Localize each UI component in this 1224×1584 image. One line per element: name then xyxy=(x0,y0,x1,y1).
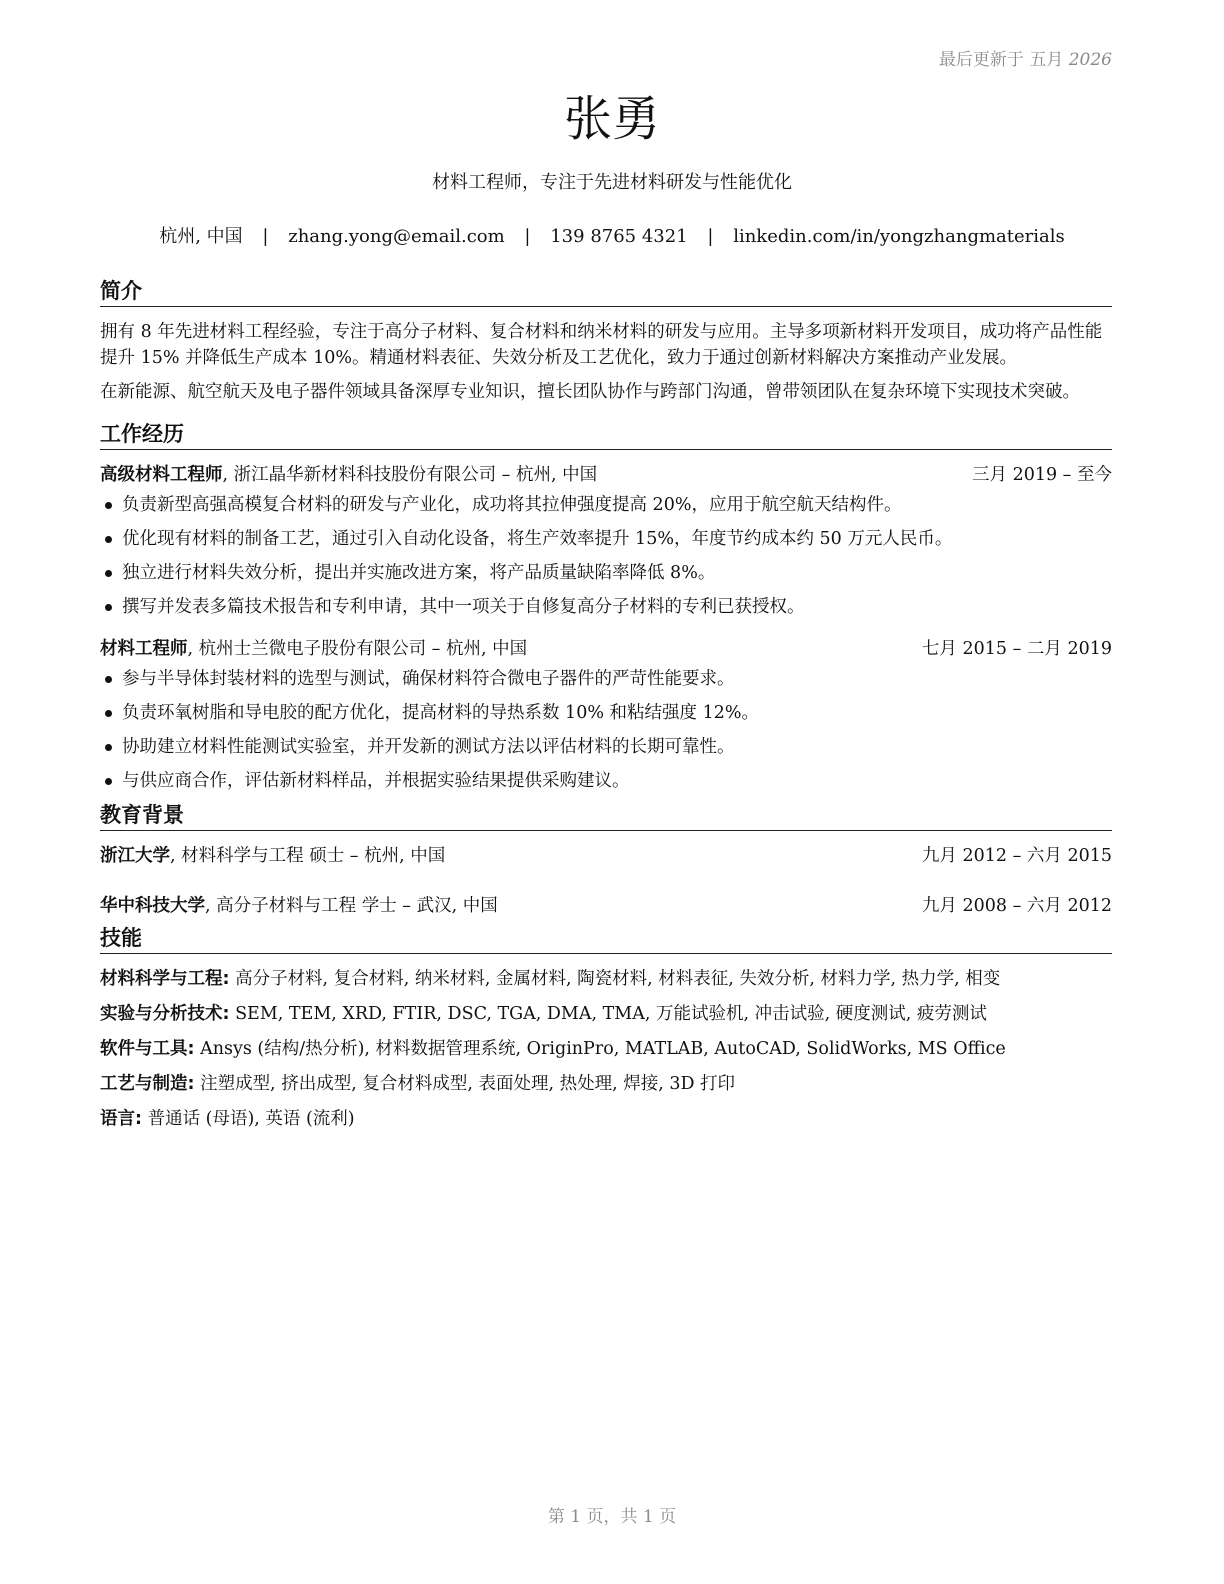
job-dates: 三月 2019 – 至今 xyxy=(972,465,1112,485)
experience-section xyxy=(100,421,1112,794)
skill-label: 工艺与制造: xyxy=(100,1074,195,1094)
headline: 材料工程师，专注于先进材料研发与性能优化 xyxy=(432,172,792,193)
job-header xyxy=(100,636,1112,662)
summary-paragraph: 拥有 8 年先进材料工程经验，专注于高分子材料、复合材料和纳米材料的研发与应用。主导多项新材料开发项目，成功将产品性能提升 15% 并降低生产成本 10%。精通材料表征、失效分析及工艺优化，致力于通过创新材料解决方案推动产业发展。 xyxy=(100,322,1103,368)
education-school: 华中科技大学 xyxy=(100,896,205,916)
education-dates: 九月 2008 – 六月 2012 xyxy=(921,896,1112,916)
job-entry xyxy=(100,636,1112,794)
skill-row xyxy=(100,1001,1112,1027)
skill-value: 注塑成型, 挤出成型, 复合材料成型, 表面处理, 热处理, 焊接, 3D 打印 xyxy=(194,1074,736,1094)
education-entry xyxy=(100,893,1112,919)
job-bullet: 负责新型高强高模复合材料的研发与产业化，成功将其拉伸强度提高 20%，应用于航空航天结构件。 xyxy=(100,492,1112,518)
education-school-degree xyxy=(100,843,445,869)
job-bullet: 与供应商合作，评估新材料样品，并根据实验结果提供采购建议。 xyxy=(100,768,1112,794)
job-bullet: 参与半导体封装材料的选型与测试，确保材料符合微电子器件的严苛性能要求。 xyxy=(100,666,1112,692)
job-title-company xyxy=(100,462,597,488)
job-bullet: 优化现有材料的制备工艺，通过引入自动化设备，将生产效率提升 15%，年度节约成本约 50 万元人民币。 xyxy=(100,526,1112,552)
skill-row xyxy=(100,966,1112,992)
summary-section xyxy=(100,278,1112,405)
job-header xyxy=(100,462,1112,488)
education-detail: , 材料科学与工程 硕士 – 杭州, 中国 xyxy=(170,846,446,866)
skill-row xyxy=(100,1036,1112,1062)
job-company: , 杭州士兰微电子股份有限公司 – 杭州, 中国 xyxy=(187,639,528,659)
contact-phone: 139 8765 4321 xyxy=(550,226,688,247)
job-role: 材料工程师 xyxy=(100,639,188,659)
skill-value: 高分子材料, 复合材料, 纳米材料, 金属材料, 陶瓷材料, 材料表征, 失效分析, 材料力学, 热力学, 相变 xyxy=(229,969,1001,989)
education-entry xyxy=(100,843,1112,869)
skill-value: SEM, TEM, XRD, FTIR, DSC, TGA, DMA, TMA, 万能试验机, 冲击试验, 硬度测试, 疲劳测试 xyxy=(229,1004,987,1024)
page-footer: 第 1 页，共 1 页 xyxy=(547,1507,677,1527)
contact-location: 杭州, 中国 xyxy=(159,226,243,247)
job-bullets xyxy=(100,666,1112,794)
job-role: 高级材料工程师 xyxy=(100,465,223,485)
contact-line xyxy=(0,224,1224,250)
contact-email[interactable]: zhang.yong@email.com xyxy=(288,226,505,247)
education-detail: , 高分子材料与工程 学士 – 武汉, 中国 xyxy=(205,896,498,916)
last-updated-year: 2026 xyxy=(1068,50,1112,70)
job-bullet: 独立进行材料失效分析，提出并实施改进方案，将产品质量缺陷率降低 8%。 xyxy=(100,560,1112,586)
education-section xyxy=(100,802,1112,919)
job-dates: 七月 2015 – 二月 2019 xyxy=(921,639,1112,659)
skill-label: 语言: xyxy=(100,1109,142,1129)
section-title-experience: 工作经历 xyxy=(100,421,1112,450)
skill-row xyxy=(100,1071,1112,1097)
skills-section xyxy=(100,925,1112,1132)
person-name: 张勇 xyxy=(563,91,660,147)
summary-paragraph: 在新能源、航空航天及电子器件领域具备深厚专业知识，擅长团队协作与跨部门沟通，曾带领团队在复杂环境下实现技术突破。 xyxy=(100,382,1080,402)
job-entry xyxy=(100,462,1112,620)
contact-separator: | xyxy=(524,226,531,247)
job-title-company xyxy=(100,636,527,662)
contact-separator: | xyxy=(262,226,269,247)
skill-value: 普通话 (母语), 英语 (流利) xyxy=(142,1109,355,1129)
skill-value: Ansys (结构/热分析), 材料数据管理系统, OriginPro, MATLAB, AutoCAD, SolidWorks, MS Office xyxy=(194,1039,1006,1059)
job-bullet: 负责环氧树脂和导电胶的配方优化，提高材料的导热系数 10% 和粘结强度 12%。 xyxy=(100,700,1112,726)
resume-body xyxy=(100,278,1112,1141)
skill-label: 材料科学与工程: xyxy=(100,969,230,989)
contact-separator: | xyxy=(707,226,714,247)
last-updated xyxy=(939,45,1112,70)
section-title-summary: 简介 xyxy=(100,278,1112,307)
section-title-skills: 技能 xyxy=(100,925,1112,954)
job-company: , 浙江晶华新材料科技股份有限公司 – 杭州, 中国 xyxy=(222,465,598,485)
skill-row xyxy=(100,1106,1112,1132)
education-school: 浙江大学 xyxy=(100,846,170,866)
job-bullet: 撰写并发表多篇技术报告和专利申请，其中一项关于自修复高分子材料的专利已获授权。 xyxy=(100,594,1112,620)
job-bullets xyxy=(100,492,1112,620)
job-bullet: 协助建立材料性能测试实验室，并开发新的测试方法以评估材料的长期可靠性。 xyxy=(100,734,1112,760)
contact-linkedin[interactable]: linkedin.com/in/yongzhangmaterials xyxy=(733,226,1065,247)
skill-label: 软件与工具: xyxy=(100,1039,195,1059)
section-title-education: 教育背景 xyxy=(100,802,1112,831)
skill-label: 实验与分析技术: xyxy=(100,1004,230,1024)
last-updated-label: 最后更新于 五月 xyxy=(938,50,1064,70)
education-dates: 九月 2012 – 六月 2015 xyxy=(921,846,1112,866)
education-school-degree xyxy=(100,893,498,919)
